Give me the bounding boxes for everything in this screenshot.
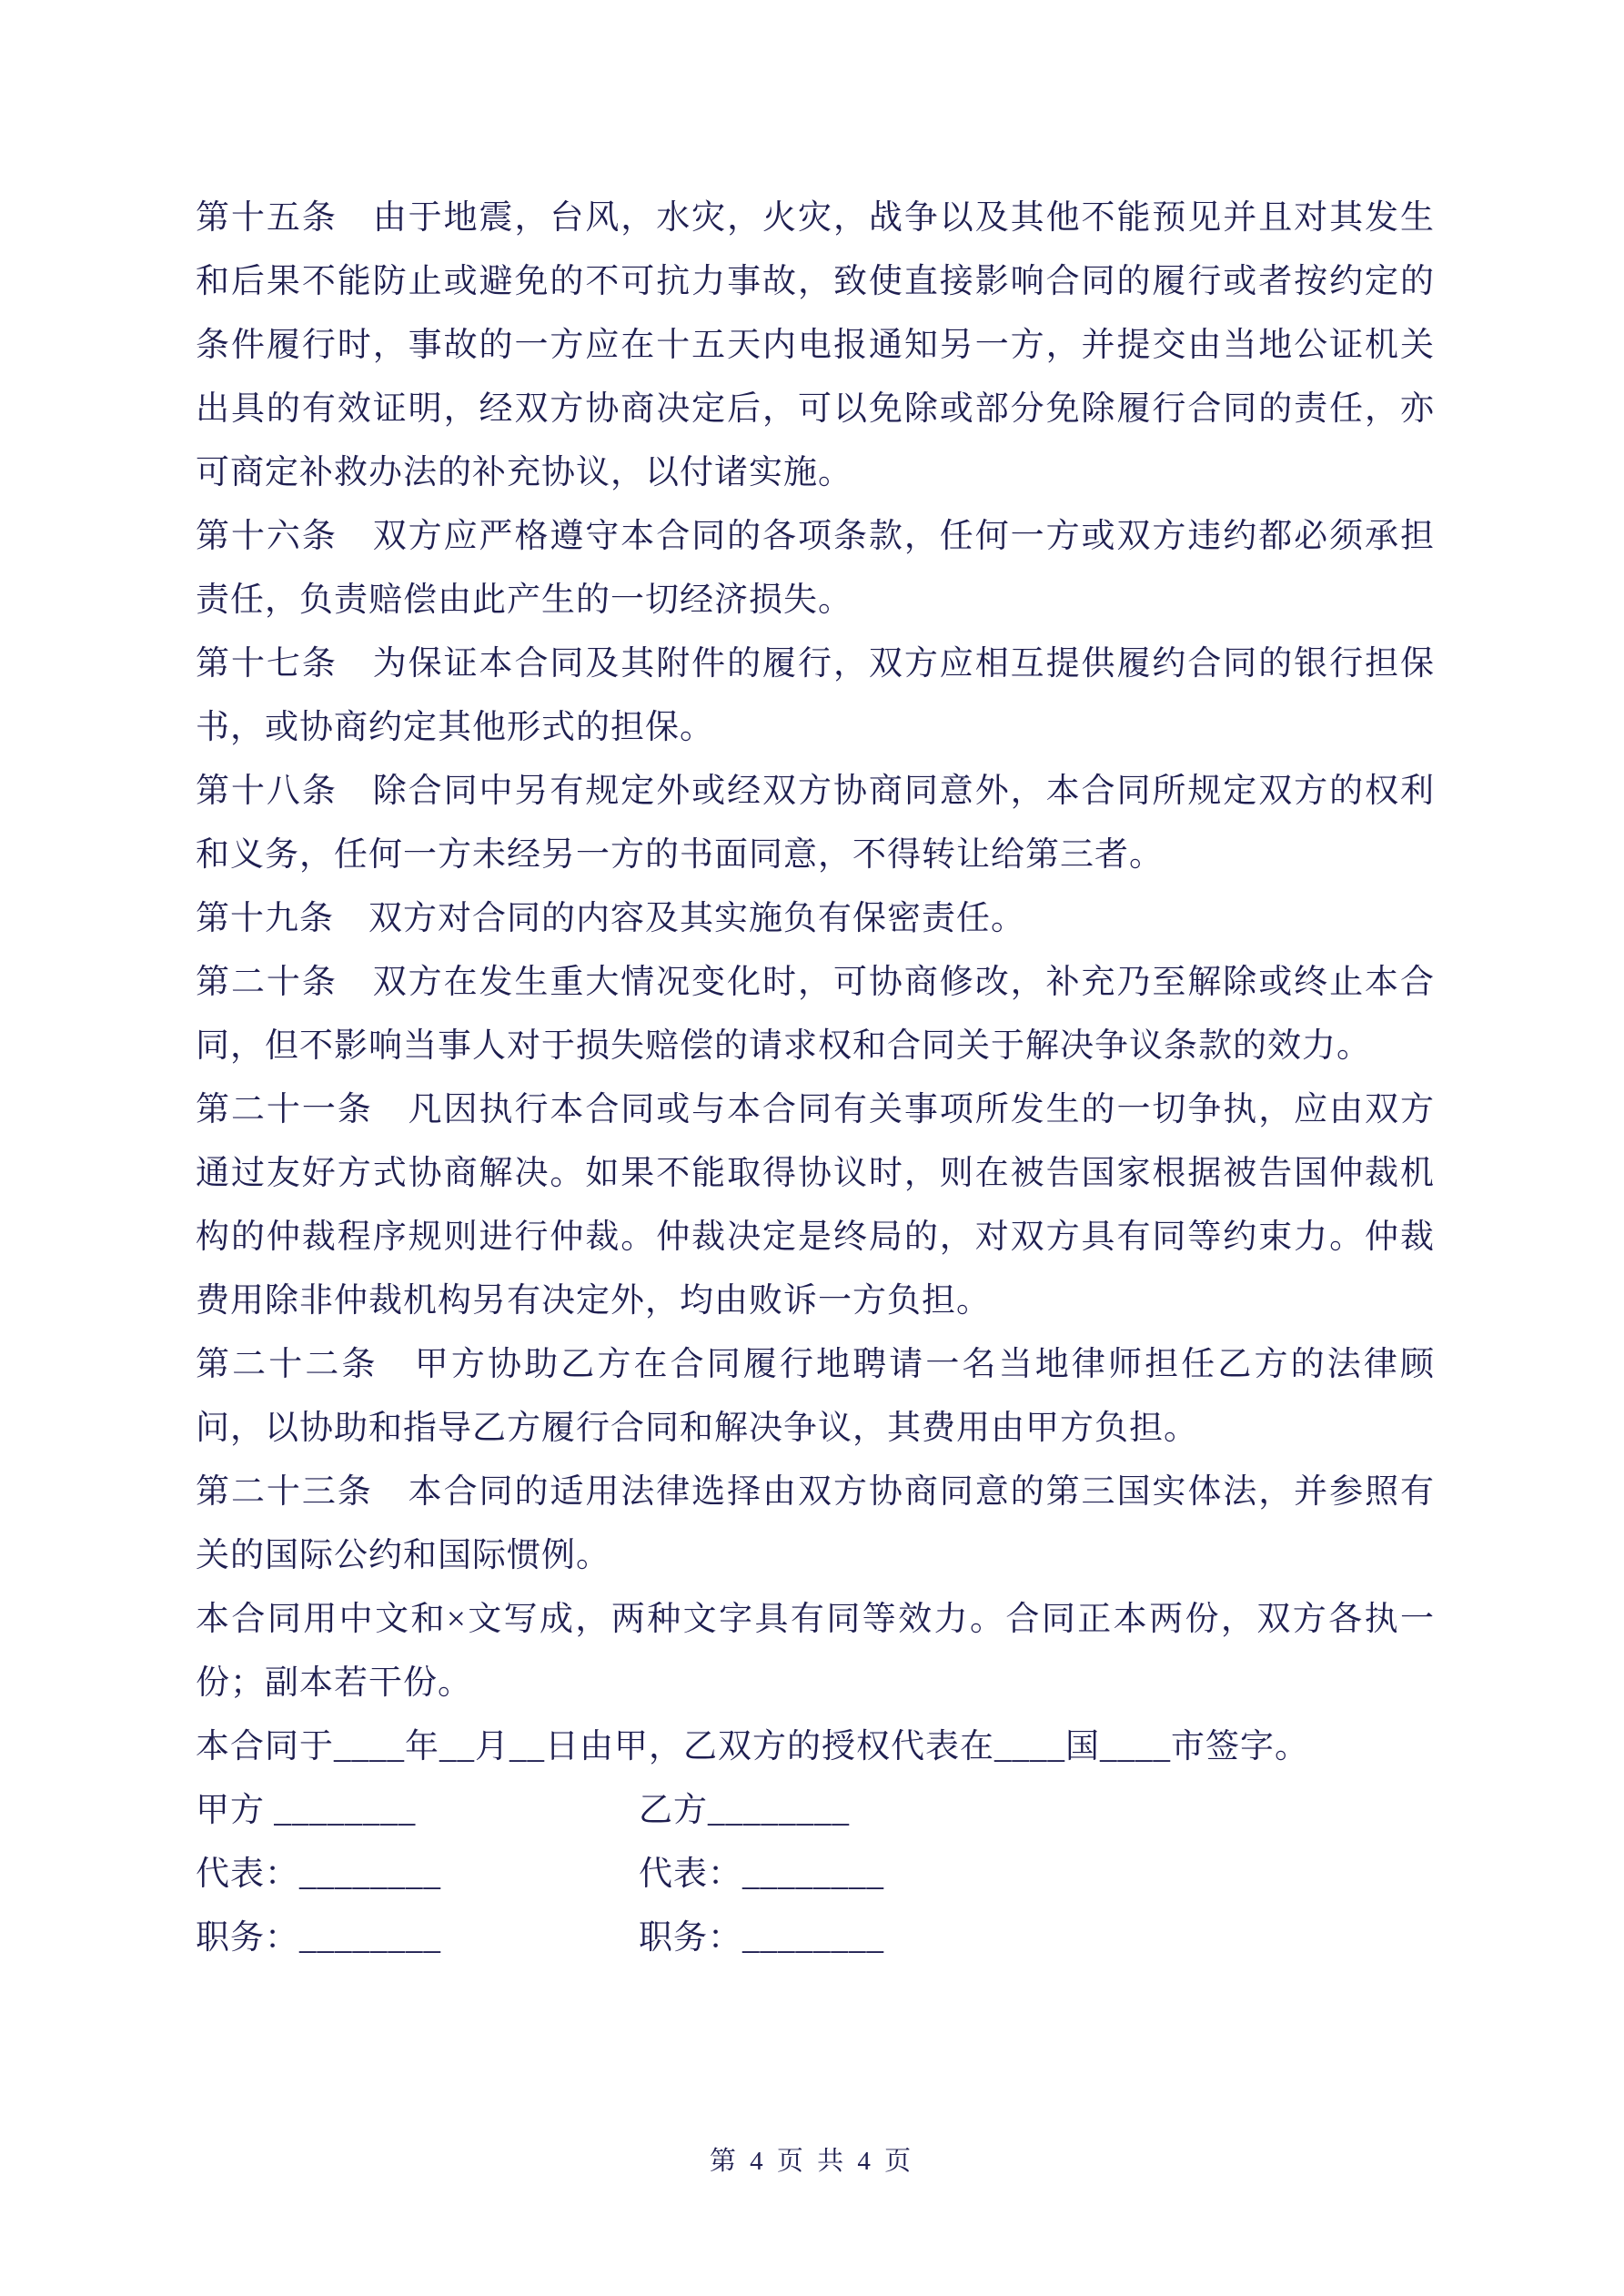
party-b-line: 乙方________	[639, 1792, 850, 1829]
contract-clause-20: 第二十条 双方在发生重大情况变化时，可协商修改，补充乃至解除或终止本合同，但不影响当事人对于损失赔偿的请求权和合同关于解决争议条款的效力。	[196, 964, 1435, 1065]
title-b-line: 职务：________	[639, 1919, 884, 1957]
contract-body	[196, 187, 1435, 1970]
contract-clause-22: 第二十二条 甲方协助乙方在合同履行地聘请一名当地律师担任乙方的法律顾问，以协助和指导乙方履行合同和解决争议，其费用由甲方负担。	[196, 1346, 1435, 1447]
contract-clause-21: 第二十一条 凡因执行本合同或与本合同有关事项所发生的一切争执，应由双方通过友好方式协商解决。如果不能取得协议时，则在被告国家根据被告国仲裁机构的仲裁程序规则进行仲裁。仲裁决定是终局的，对双方具有同等约束力。仲裁费用除非仲裁机构另有决定外，均由败诉一方负担。	[196, 1091, 1435, 1320]
title-a-line: 职务：________	[196, 1919, 441, 1957]
contract-clause-17: 第十七条 为保证本合同及其附件的履行，双方应相互提供履约合同的银行担保书，或协商约定其他形式的担保。	[196, 645, 1435, 746]
party-a-line: 甲方 ________	[196, 1792, 417, 1829]
contract-clause-18: 第十八条 除合同中另有规定外或经双方协商同意外，本合同所规定双方的权利和义务，任何一方未经另一方的书面同意，不得转让给第三者。	[196, 773, 1435, 874]
contract-clause-19: 第十九条 双方对合同的内容及其实施负有保密责任。	[196, 900, 1025, 937]
page-number: 第 4 页 共 4 页	[709, 2147, 915, 2176]
contract-clause-15: 第十五条 由于地震，台风，水灾，火灾，战争以及其他不能预见并且对其发生和后果不能防止或避免的不可抗力事故，致使直接影响合同的履行或者按约定的条件履行时，事故的一方应在十五天内电报通知另一方，并提交由当地公证机关出具的有效证明，经双方协商决定后，可以免除或部分免除履行合同的责任，亦可商定补救办法的补充协议，以付诸实施。	[196, 199, 1435, 491]
signature-row-representatives	[196, 1843, 1435, 1907]
signature-row-titles	[196, 1907, 1435, 1970]
signature-row-parties	[196, 1779, 1435, 1843]
contract-clause-23: 第二十三条 本合同的适用法律选择由双方协商同意的第三国实体法，并参照有关的国际公约和国际惯例。	[196, 1473, 1435, 1574]
contract-clause-16: 第十六条 双方应严格遵守本合同的各项条款，任何一方或双方违约都必须承担责任，负责赔偿由此产生的一切经济损失。	[196, 518, 1435, 619]
contract-signing-clause: 本合同于____年__月__日由甲，乙双方的授权代表在____国____市签字。	[196, 1728, 1309, 1765]
contract-languages-clause: 本合同用中文和×文写成，两种文字具有同等效力。合同正本两份，双方各执一份；副本若干份。	[196, 1601, 1435, 1702]
representative-a-line: 代表：________	[196, 1856, 441, 1893]
representative-b-line: 代表：________	[639, 1856, 884, 1893]
